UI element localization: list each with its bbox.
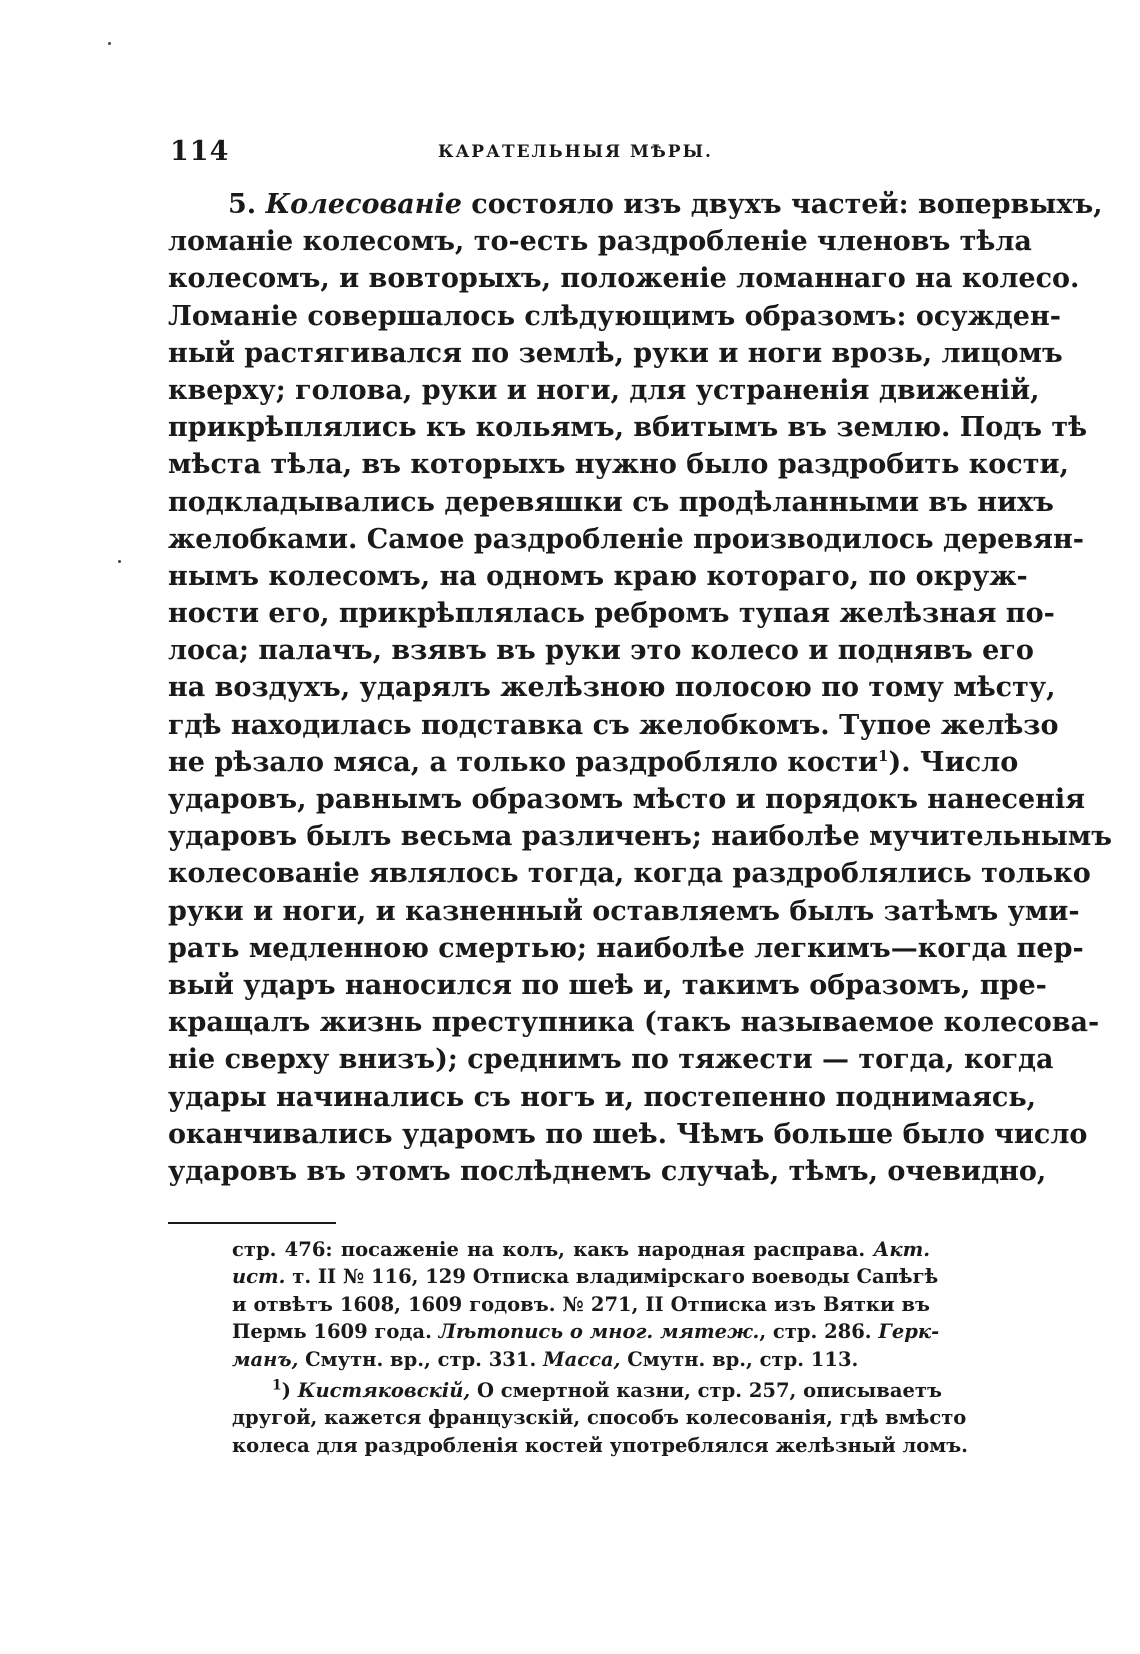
- scan-speck: [108, 42, 111, 45]
- text-line: ударовъ въ этомъ послѣднемъ случаѣ, тѣмъ, очевидно,: [168, 1155, 1047, 1187]
- text-line: колесомъ, и вовторыхъ, положеніе ломаннаго на колесо.: [168, 263, 1080, 295]
- text-line: не рѣзало мяса, а только раздробляло кости$^1$). Число: [168, 746, 1019, 778]
- text-line: оканчивались ударомъ по шеѣ. Чѣмъ больше было число: [168, 1118, 1088, 1150]
- text-line: лоса; палачъ, взявъ въ руки это колесо и поднявъ его: [168, 635, 1034, 667]
- text-line: вый ударъ наносился по шеѣ и, такимъ образомъ, пре-: [168, 969, 1047, 1001]
- text-line: удары начинались съ ногъ и, постепенно поднимаясь,: [168, 1081, 1037, 1113]
- text-line: прикрѣплялись къ кольямъ, вбитымъ въ землю. Подъ тѣ: [168, 412, 1088, 444]
- running-head: КАРАТЕЛЬНЫЯ МѢРЫ.: [438, 142, 713, 162]
- footnote-rule: [168, 1222, 336, 1224]
- text-line: ломаніе колесомъ, то-есть раздробленіе членовъ тѣла: [168, 226, 1032, 258]
- text-line: подкладывались деревяшки съ продѣланными въ нихъ: [168, 486, 1054, 518]
- scan-speck: [118, 560, 121, 563]
- text-line: ударовъ былъ весьма различенъ; наиболѣе мучительнымъ: [168, 821, 1112, 853]
- footnote-line: и отвѣтъ 1608, 1609 годовъ. № 271, II Отписка изъ Вятки въ: [232, 1292, 930, 1316]
- footnote-line: другой, кажется французскій, способъ колесованія, гдѣ вмѣсто: [232, 1406, 967, 1430]
- text-line: гдѣ находилась подставка съ желобкомъ. Тупое желѣзо: [168, 709, 1059, 741]
- footnote-line: манъ, Смутн. вр., стр. 331. Масса, Смутн. вр., стр. 113.: [232, 1347, 859, 1371]
- footnote-line: ист. т. II № 116, 129 Отписка владимірскаго воеводы Сапѣгѣ: [232, 1265, 939, 1289]
- text-line: ударовъ, равнымъ образомъ мѣсто и порядокъ нанесенія: [168, 784, 1086, 815]
- text-line: ный растягивался по землѣ, руки и ноги врозь, лицомъ: [168, 337, 1063, 369]
- footnote-line: стр. 476: посаженіе на колъ, какъ народная расправа. Акт.: [232, 1238, 930, 1261]
- text-line: ніе сверху внизъ); среднимъ по тяжести — тогда, когда: [168, 1044, 1054, 1076]
- text-line: желобками. Самое раздробленіе производилось деревян-: [168, 523, 1084, 555]
- text-line: колесованіе являлось тогда, когда раздроблялись только: [168, 858, 1091, 890]
- text-line: нымъ колесомъ, на одномъ краю котораго, по окруж-: [168, 560, 1028, 592]
- text-line: кверху; голова, руки и ноги, для устраненія движеній,: [168, 374, 1040, 406]
- footnote-1: $^1$) Кистяковскій, О смертной казни, стр. 257, описываетъ: [272, 1377, 942, 1402]
- text-line: руки и ноги, и казненный оставляемъ былъ затѣмъ уми-: [168, 895, 1080, 927]
- text-line: мѣста тѣла, въ которыхъ нужно было раздробить кости,: [168, 449, 1069, 481]
- text-line: ности его, прикрѣплялась ребромъ тупая желѣзная по-: [168, 598, 1055, 630]
- text-line: кращалъ жизнь преступника (такъ называемое колесова-: [168, 1007, 1100, 1039]
- text-line: рать медленною смертью; наиболѣе легкимъ—когда пер-: [168, 932, 1084, 964]
- emphasis-term: Колесованіе: [265, 189, 462, 220]
- footnotes: [232, 1236, 968, 1459]
- page-header: [170, 136, 925, 172]
- footnote-ref: 1: [878, 746, 889, 765]
- page-number: 114: [170, 136, 230, 167]
- footnote-mark: 1: [272, 1377, 282, 1394]
- footnote-line: Пермь 1609 года. Лѣтопись о мног. мятеж., стр. 286. Герк-: [232, 1320, 940, 1344]
- text-line: 5. Колесованіе состояло изъ двухъ частей: вопервыхъ,: [228, 189, 1103, 220]
- text-line: на воздухъ, ударялъ желѣзною полосою по тому мѣсту,: [168, 672, 1056, 704]
- footnote-line: колеса для раздробленія костей употреблялся желѣзный ломъ.: [232, 1433, 968, 1457]
- text-line: Ломаніе совершалось слѣдующимъ образомъ: осужден-: [168, 300, 1061, 332]
- main-text: [168, 186, 1112, 1190]
